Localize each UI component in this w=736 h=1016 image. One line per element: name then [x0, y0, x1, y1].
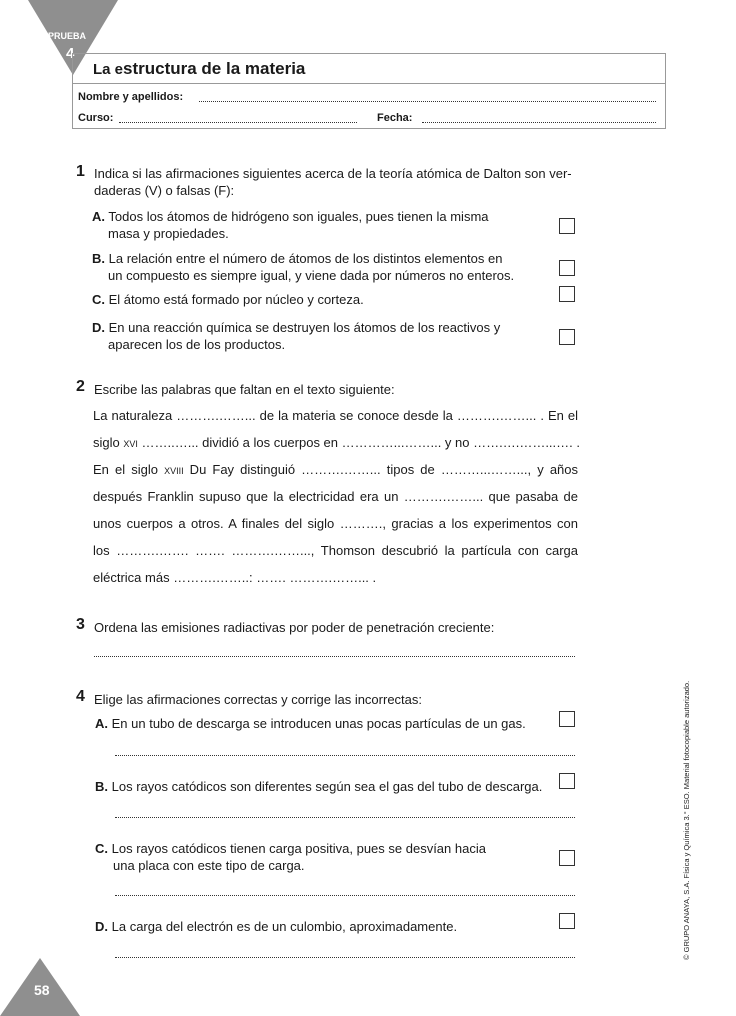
- question-3-prompt: Ordena las emisiones radiactivas por poder de penetración creciente:: [94, 620, 495, 635]
- q4-b-checkbox[interactable]: [559, 773, 575, 789]
- q3-answer-line[interactable]: [94, 656, 575, 657]
- question-1-prompt: Indica si las afirmaciones siguientes acerca de la teoría atómica de Dalton son ver- daderas (V) o falsas (F):: [94, 166, 572, 198]
- cloze-line-1: La naturaleza ……….……... de la materia se conoce desde la ……….……... . En el: [93, 408, 578, 423]
- q4-item-d: D. La carga del electrón es de un culombio, aproximadamente.: [95, 919, 458, 934]
- question-1-number: 1: [76, 163, 85, 180]
- q1-b-checkbox[interactable]: [559, 260, 575, 276]
- q1-item-c: C. El átomo está formado por núcleo y corteza.: [92, 292, 364, 307]
- q1-item-b: B. La relación entre el número de átomos de los distintos elementos en un compuesto es siempre igual, y viene dada por números no enteros.: [92, 251, 515, 283]
- q1-d-checkbox[interactable]: [559, 329, 575, 345]
- name-field[interactable]: [199, 91, 656, 102]
- q4-d-checkbox[interactable]: [559, 913, 575, 929]
- cloze-line-6: los ……….……. ……. ……….……..., Thomson descubrió la partícula con carga: [93, 543, 578, 558]
- course-label: Curso:: [78, 112, 114, 124]
- cloze-line-4: después Franklin supuso que la electricidad era un ……….……... que pasaba de: [93, 489, 578, 504]
- badge-label: PRUEBA: [48, 31, 87, 41]
- cloze-line-5: unos cuerpos a otros. A finales del siglo ………., gracias a los experimentos con: [93, 516, 578, 531]
- q1-a-checkbox[interactable]: [559, 218, 575, 234]
- question-3-number: 3: [76, 616, 85, 633]
- q4-c-answer-line[interactable]: [115, 895, 575, 896]
- question-4-prompt: Elige las afirmaciones correctas y corrige las incorrectas:: [94, 692, 423, 707]
- cloze-line-3: En el siglo XVIII Du Fay distinguió ……….……... tipos de ………...……..., y años: [93, 462, 579, 477]
- q4-item-c: C. Los rayos catódicos tienen carga positiva, pues se desvían hacia una placa con este tipo de carga.: [95, 841, 486, 873]
- header-divider: [72, 83, 666, 84]
- cloze-line-2: siglo XVI ……..…... dividió a los cuerpos en …………...……... y no …….….……...…. .: [93, 435, 580, 450]
- copyright-note: © GRUPO ANAYA, S.A. Física y Química 3.° ESO. Material fotocopiable autorizado.: [682, 680, 691, 960]
- q4-item-b: B. Los rayos catódicos son diferentes según sea el gas del tubo de descarga.: [95, 779, 543, 794]
- question-4-number: 4: [76, 688, 85, 705]
- name-label: Nombre y apellidos:: [78, 91, 184, 103]
- q4-a-checkbox[interactable]: [559, 711, 575, 727]
- q4-c-checkbox[interactable]: [559, 850, 575, 866]
- q1-item-d: D. En una reacción química se destruyen los átomos de los reactivos y aparecen los de los productos.: [92, 320, 501, 352]
- q4-d-answer-line[interactable]: [115, 957, 575, 958]
- q1-c-checkbox[interactable]: [559, 286, 575, 302]
- q4-a-answer-line[interactable]: [115, 755, 575, 756]
- date-field[interactable]: [422, 112, 656, 123]
- q4-b-answer-line[interactable]: [115, 817, 575, 818]
- badge-number: 4: [66, 45, 75, 62]
- page-number: 58: [34, 982, 50, 998]
- cloze-line-7: eléctrica más ……….……..: ……. ……….……... .: [93, 570, 377, 585]
- course-field[interactable]: [119, 112, 357, 123]
- question-2-number: 2: [76, 378, 85, 395]
- date-label: Fecha:: [377, 112, 413, 124]
- question-2-prompt: Escribe las palabras que faltan en el texto siguiente:: [94, 382, 395, 397]
- q4-item-a: A. En un tubo de descarga se introducen unas pocas partículas de un gas.: [95, 716, 526, 731]
- page-title: La estructura de la materia: [93, 59, 306, 78]
- q1-item-a: A. Todos los átomos de hidrógeno son iguales, pues tienen la misma masa y propiedades.: [92, 209, 489, 241]
